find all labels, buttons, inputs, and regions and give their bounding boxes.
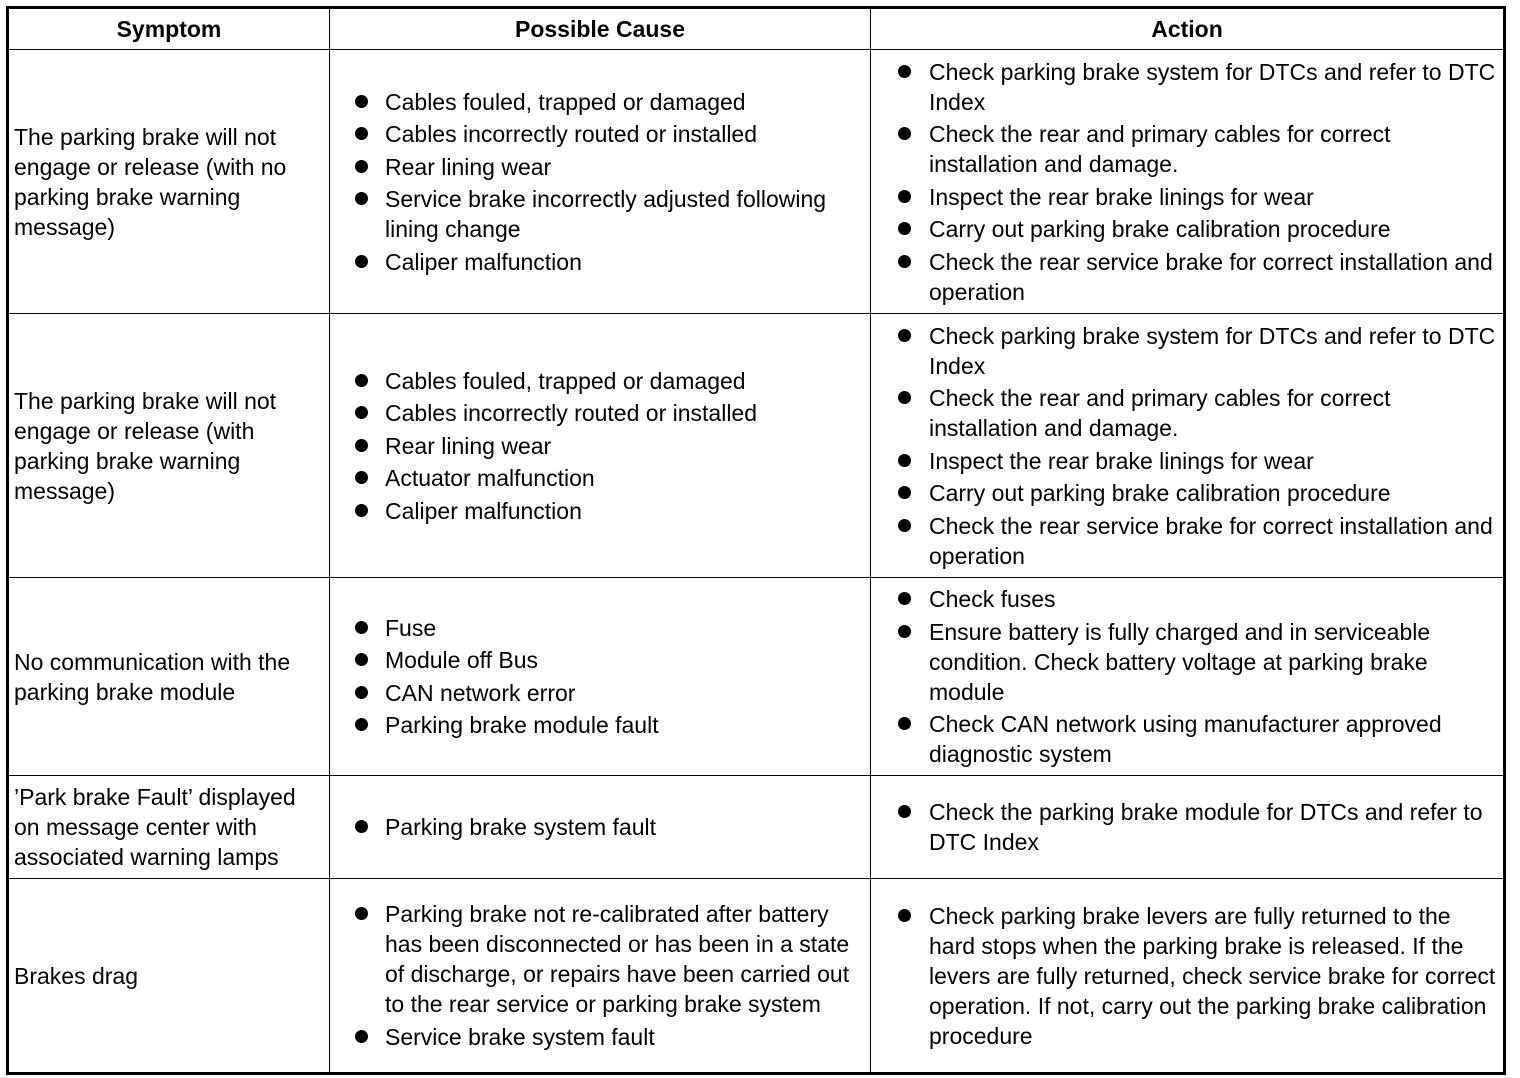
bullet-icon: [355, 1030, 368, 1043]
list-item: [876, 478, 1497, 508]
list-item: [876, 446, 1497, 476]
list-item: [335, 87, 864, 117]
list-item: [876, 383, 1497, 443]
bullet-icon: [898, 222, 911, 235]
cause-text: Parking brake not re-calibrated after battery has been disconnected or has been in a state of discharge, or repairs have been carried out to the rear service or parking brake system: [385, 901, 850, 1018]
header-symptom: Symptom: [8, 8, 330, 50]
bullet-icon: [355, 621, 368, 634]
bullet-icon: [898, 391, 911, 404]
bullet-icon: [898, 190, 911, 203]
cause-text: Actuator malfunction: [385, 465, 595, 491]
bullet-icon: [355, 504, 368, 517]
action-cell: [871, 879, 1505, 1074]
list-item: [335, 613, 864, 643]
action-text: Check the rear and primary cables for correct installation and damage.: [929, 385, 1391, 441]
header-row: [8, 8, 1505, 50]
action-list: [876, 57, 1497, 307]
bullet-icon: [898, 519, 911, 532]
symptom-cell: No communication with the parking brake module: [8, 578, 330, 776]
bullet-icon: [355, 127, 368, 140]
cause-text: Caliper malfunction: [385, 248, 582, 275]
list-item: [335, 899, 864, 1019]
bullet-icon: [898, 127, 911, 140]
action-cell: [871, 776, 1505, 879]
list-item: [876, 901, 1497, 1051]
cause-list: [335, 812, 864, 842]
cause-text: Cables incorrectly routed or installed: [385, 400, 758, 426]
list-item: [876, 709, 1497, 769]
bullet-icon: [355, 907, 368, 920]
action-list: [876, 321, 1497, 571]
cause-text: Cables fouled, trapped or damaged: [385, 88, 746, 115]
list-item: [876, 119, 1497, 179]
symptom-cell: Brakes drag: [8, 879, 330, 1074]
list-item: [335, 119, 864, 149]
bullet-icon: [898, 486, 911, 499]
list-item: [335, 678, 864, 708]
cause-cell: [330, 776, 871, 879]
action-list: [876, 901, 1497, 1051]
action-text: Check parking brake system for DTCs and refer to DTC Index: [929, 322, 1496, 379]
action-text: Check parking brake system for DTCs and refer to DTC Index: [929, 58, 1496, 115]
list-item: [876, 584, 1497, 614]
symptom-cell: The parking brake will not engage or release (with no parking brake warning message): [8, 50, 330, 314]
list-item: [335, 247, 864, 277]
bullet-icon: [355, 653, 368, 666]
bullet-icon: [355, 406, 368, 419]
cause-text: Parking brake module fault: [385, 712, 659, 739]
list-item: [335, 812, 864, 842]
cause-cell: [330, 314, 871, 578]
action-cell: [871, 50, 1505, 314]
symptom-cell: ’Park brake Fault’ displayed on message center with associated warning lamps: [8, 776, 330, 879]
cause-text: CAN network error: [385, 679, 576, 706]
bullet-icon: [355, 374, 368, 387]
action-text: Check the rear service brake for correct installation and operation: [929, 248, 1493, 305]
bullet-icon: [355, 686, 368, 699]
cause-cell: [330, 879, 871, 1074]
list-item: [335, 152, 864, 182]
list-item: [876, 321, 1497, 381]
list-item: [335, 710, 864, 740]
action-cell: [871, 314, 1505, 578]
symptom-cell: The parking brake will not engage or release (with parking brake warning message): [8, 314, 330, 578]
list-item: [335, 496, 864, 526]
list-item: [335, 398, 864, 428]
list-item: [876, 214, 1497, 244]
action-text: Carry out parking brake calibration procedure: [929, 480, 1391, 506]
action-list: [876, 797, 1497, 857]
action-text: Check the parking brake module for DTCs and refer to DTC Index: [929, 799, 1483, 855]
list-item: [335, 366, 864, 396]
list-item: [335, 1022, 864, 1052]
action-text: Check parking brake levers are fully returned to the hard stops when the parking brake is released. If the levers are fully returned, check service brake for correct operation. If not, carry out the parking brake calibration procedure: [929, 902, 1496, 1049]
list-item: [335, 431, 864, 461]
action-text: Ensure battery is fully charged and in serviceable condition. Check battery voltage at parking brake module: [929, 618, 1431, 705]
bullet-icon: [898, 717, 911, 730]
bullet-icon: [898, 454, 911, 467]
action-text: Inspect the rear brake linings for wear: [929, 447, 1314, 474]
list-item: [335, 184, 864, 244]
action-cell: [871, 578, 1505, 776]
cause-text: Fuse: [385, 614, 437, 641]
bullet-icon: [898, 329, 911, 342]
list-item: [876, 797, 1497, 857]
bullet-icon: [355, 192, 368, 205]
action-text: Check the rear service brake for correct installation and operation: [929, 512, 1493, 569]
cause-text: Rear lining wear: [385, 432, 552, 459]
bullet-icon: [898, 255, 911, 268]
list-item: [876, 617, 1497, 707]
bullet-icon: [355, 439, 368, 452]
bullet-icon: [355, 471, 368, 484]
bullet-icon: [355, 95, 368, 108]
cause-text: Cables incorrectly routed or installed: [385, 121, 758, 147]
action-list: [876, 584, 1497, 769]
cause-text: Caliper malfunction: [385, 497, 582, 524]
table-row: [8, 879, 1505, 1074]
cause-text: Rear lining wear: [385, 153, 552, 180]
action-text: Carry out parking brake calibration procedure: [929, 216, 1391, 242]
action-text: Check the rear and primary cables for correct installation and damage.: [929, 121, 1391, 177]
cause-list: [335, 366, 864, 526]
list-item: [876, 247, 1497, 307]
cause-text: Cables fouled, trapped or damaged: [385, 367, 746, 394]
diagnosis-table: [6, 6, 1506, 1075]
action-text: Check fuses: [929, 586, 1056, 612]
list-item: [335, 645, 864, 675]
header-action: Action: [871, 8, 1505, 50]
bullet-icon: [355, 820, 368, 833]
list-item: [876, 182, 1497, 212]
cause-text: Service brake incorrectly adjusted following lining change: [385, 186, 827, 242]
table-row: [8, 314, 1505, 578]
action-text: Inspect the rear brake linings for wear: [929, 183, 1314, 210]
list-item: [335, 463, 864, 493]
cause-list: [335, 899, 864, 1052]
bullet-icon: [898, 805, 911, 818]
action-text: Check CAN network using manufacturer approved diagnostic system: [929, 711, 1442, 767]
bullet-icon: [898, 65, 911, 78]
bullet-icon: [898, 625, 911, 638]
cause-cell: [330, 578, 871, 776]
table-row: [8, 776, 1505, 879]
cause-list: [335, 613, 864, 741]
bullet-icon: [898, 909, 911, 922]
bullet-icon: [898, 592, 911, 605]
cause-text: Parking brake system fault: [385, 814, 657, 840]
bullet-icon: [355, 255, 368, 268]
bullet-icon: [355, 160, 368, 173]
bullet-icon: [355, 718, 368, 731]
header-possible-cause: Possible Cause: [330, 8, 871, 50]
cause-list: [335, 87, 864, 277]
table-row: [8, 578, 1505, 776]
table-row: [8, 50, 1505, 314]
cause-text: Module off Bus: [385, 647, 539, 674]
cause-text: Service brake system fault: [385, 1023, 655, 1050]
list-item: [876, 57, 1497, 117]
cause-cell: [330, 50, 871, 314]
list-item: [876, 511, 1497, 571]
